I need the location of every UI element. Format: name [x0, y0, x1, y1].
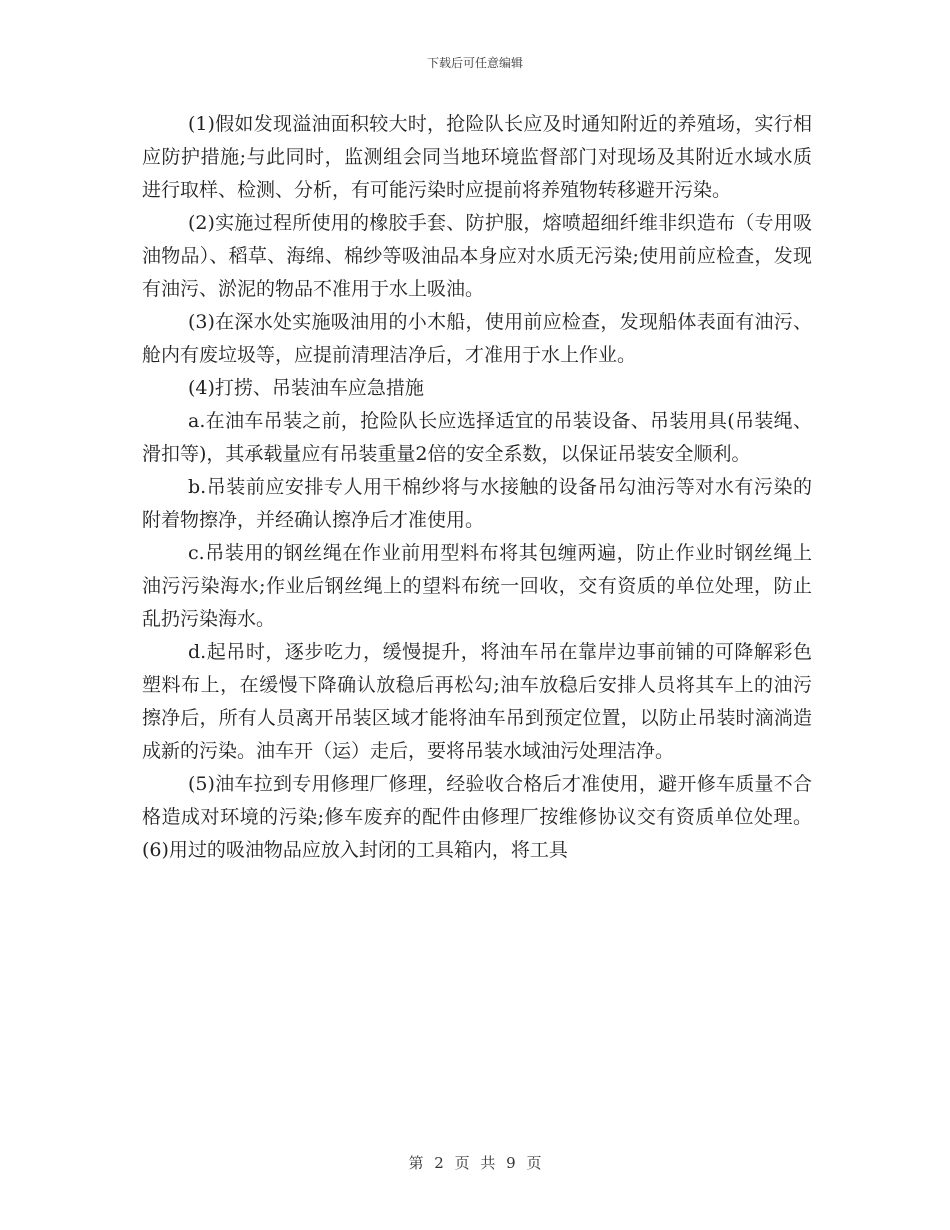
page-number-footer: 第 2 页 共 9 页	[408, 1154, 542, 1172]
paragraph-4: (4)打捞、吊装油车应急措施	[188, 377, 424, 399]
paragraph-8: d.起吊时，逐步吃力，缓慢提升，将油车吊在靠岸边事前铺的可降解彩色塑料布上，在缓慢下降确认放稳后再松勾;油车放稳后安排人员将其车上的油污擦净后，所有人员离开吊装区域才能将油车吊到预定位置，以防止吊装时滴淌造成新的污染。油车开（运）走后，要将吊装水域油污处理洁净。	[142, 641, 812, 762]
paragraph-1: (1)假如发现溢油面积较大时，抢险队长应及时通知附近的养殖场，实行相应防护措施;与此同时，监测组会同当地环境监督部门对现场及其附近水域水质进行取样、检测、分析，有可能污染时应提前将养殖物转移避开污染。	[142, 113, 812, 201]
paragraph-7: c.吊装用的钢丝绳在作业前用型料布将其包缠两遍，防止作业时钢丝绳上油污污染海水;作业后钢丝绳上的望料布统一回收，交有资质的单位处理，防止乱扔污染海水。	[142, 542, 812, 630]
paragraph-2: (2)实施过程所使用的橡胶手套、防护服，熔喷超细纤维非织造布（专用吸油物品）、稻草、海绵、棉纱等吸油品本身应对水质无污染;使用前应检查，发现有油污、淤泥的物品不准用于水上吸油。	[142, 212, 812, 300]
paragraph-6: b.吊装前应安排专人用干棉纱将与水接触的设备吊勾油污等对水有污染的附着物擦净，并经确认擦净后才准使用。	[142, 476, 812, 531]
paragraph-3: (3)在深水处实施吸油用的小木船，使用前应检查，发现船体表面有油污、舱内有废垃圾等，应提前清理洁净后，才准用于水上作业。	[142, 311, 812, 366]
document-body	[142, 108, 812, 867]
paragraph-5: a.在油车吊装之前，抢险队长应选择适宜的吊装设备、吊装用具(吊装绳、滑扣等)，其承载量应有吊装重量2倍的安全系数，以保证吊装安全顺利。	[142, 410, 812, 465]
header-note: 下载后可任意编辑	[426, 56, 523, 70]
paragraph-9: (5)油车拉到专用修理厂修理，经验收合格后才准使用，避开修车质量不合格造成对环境的污染;修车废弃的配件由修理厂按维修协议交有资质单位处理。(6)用过的吸油物品应放入封闭的工具箱内，将工具	[142, 773, 812, 861]
